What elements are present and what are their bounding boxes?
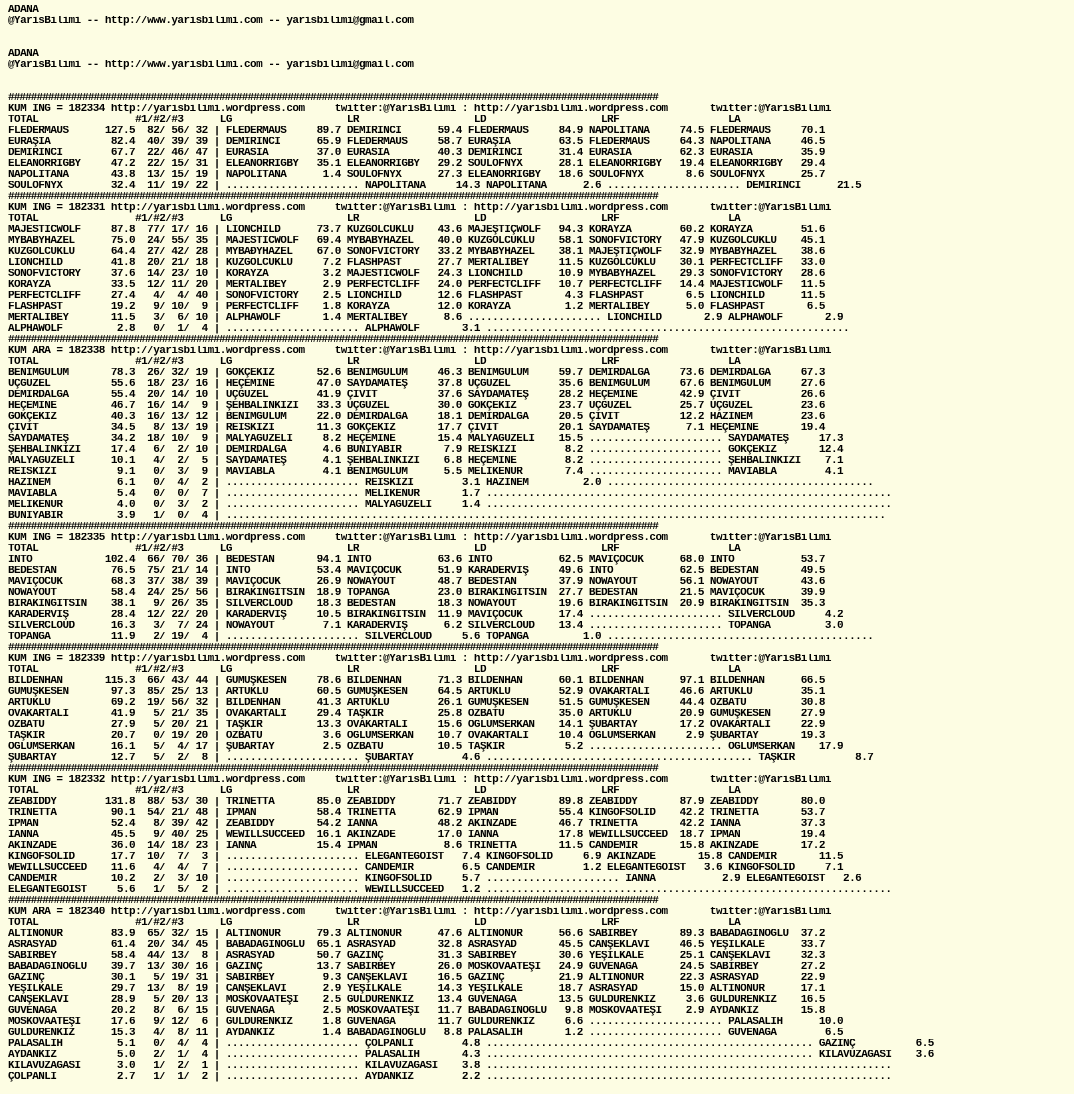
horse-row: BABADAĞINOĞLU 39.7 13/ 30/ 16 | GAZİNÇ 13.7 SABIRBEY 26.0 MOSKOVAATEŞİ 24.9 GÜVENAGA 24.5 SABIRBEY 27.2: [8, 962, 825, 973]
horse-row: MAJESTICWOLF 87.8 77/ 17/ 16 | LIONCHILD 73.7 KUZGOLCÜKLÜ 43.6 MAJEŞTİÇWOLF 94.3 KORAYZA 60.2 KORAYZA 51.6: [8, 225, 825, 236]
race-blocks: [8, 93, 1072, 1083]
horse-row: BİLDENHAN 115.3 66/ 43/ 44 | GÜMÜŞKESEN 78.6 BİLDENHAN 71.3 BİLDENHAN 60.1 BİLDENHAN 97.1 BİLDENHAN 66.5: [8, 676, 825, 687]
horse-row: MERTALIBEY 11.5 3/ 6/ 10 | ALPHAWOLF 1.4 MERTALIBEY 8.6 ...................... LIONCHILD 2.9 ALPHAWOLF 2.9: [8, 313, 844, 324]
horse-row: TOPANGA 11.9 2/ 19/ 4 | ...................... SILVERCLOUD 5.6 TOPANGA 1.0 ............................................: [8, 632, 874, 643]
report-header: [8, 5, 1072, 27]
separator: ##################################################################################################################: [8, 192, 658, 203]
horse-row: TRİNETTA 90.1 54/ 21/ 48 | IPMAN 58.4 TRİNETTA 62.9 IPMAN 55.4 KINGOFSOLID 42.2 TRİNETTA 53.7: [8, 808, 825, 819]
column-headers: TOTAL #1/#2/#3 LG LR LD LRF LA: [8, 357, 741, 368]
horse-row: NOWAYOUT 58.4 24/ 25/ 56 | BIRAKİNGİTSİN 18.9 TOPANGA 23.0 BIRAKİNGİTSİN 27.7 BEDESTAN 21.5 MAVİÇOCUK 39.9: [8, 588, 825, 599]
horse-row: IPMAN 52.4 8/ 39/ 42 | ZEABIDDY 54.2 IANNA 48.2 AKINZADE 46.7 TRİNETTA 42.2 IANNA 37.3: [8, 819, 825, 830]
horse-row: ZEABIDDY 131.8 88/ 53/ 30 | TRİNETTA 85.0 ZEABIDDY 71.7 ZEABIDDY 89.8 ZEABIDDY 87.9 ZEABIDDY 80.0: [8, 797, 825, 808]
horse-row: SAYDAMATEŞ 34.2 18/ 10/ 9 | MALYAGÜZELİ 8.2 HEÇEMİNE 15.4 MALYAGÜZELİ 15.5 ...................... SAYDAMATEŞ 17.3: [8, 434, 844, 445]
horse-row: KILAVUZAĞASI 3.0 1/ 2/ 1 | ...................... KILAVUZAĞASI 3.8 ...................................................................: [8, 1061, 892, 1072]
city-title-repeat: ADANA: [8, 49, 39, 60]
horse-row: BIRAKINGİTSİN 38.1 9/ 26/ 35 | SILVERCLOUD 18.3 BEDESTAN 18.3 NOWAYOUT 19.6 BIRAKİNGİTSİN 20.9 BIRAKİNGİTSİN 35.3: [8, 599, 825, 610]
separator: ##################################################################################################################: [8, 764, 658, 775]
horse-row: REİSKİZİ 9.1 0/ 3/ 9 | MAVİABLA 4.1 BENİMGÜLÜM 5.5 MELİKENUR 7.4 ...................... MAVİABLA 4.1: [8, 467, 844, 478]
column-headers: TOTAL #1/#2/#3 LG LR LD LRF LA: [8, 918, 741, 929]
race-block-2: [8, 192, 1072, 335]
horse-row: WEWILLSUCCEED 11.6 4/ 4/ 7 | ...................... CANDEMİR 6.5 CANDEMİR 1.2 ELEGANTEGOIST 3.6 KINGOFSOLID 7.1: [8, 863, 844, 874]
horse-row: BENİMGÜLÜM 78.3 26/ 32/ 19 | GÖKÇEKIZ 52.6 BENİMGÜLÜM 46.3 BENİMGÜLÜM 59.7 DEMİRDALGA 73.6 DEMİRDALGA 67.3: [8, 368, 825, 379]
race-heading: KUM ING = 182334 http://yarisbilimi.wordpress.com twitter:@YarisBilimi : http://yarisbilimi.wordpress.com twitter:@YarisBilimi: [8, 104, 831, 115]
horse-row: BUNİYABİR 3.9 1/ 0/ 4 | .............................................................................................................: [8, 511, 886, 522]
city-title: ADANA: [8, 5, 39, 16]
horse-row: ÇOLPANLI 2.7 1/ 1/ 2 | ...................... AYDANKIZ 2.2 ...................................................................: [8, 1072, 892, 1083]
horse-row: HEÇEMİNE 46.7 16/ 14/ 9 | ŞEHBALİNKİZI 33.3 ÜÇGÜZEL 30.0 GÖKÇEKIZ 23.7 ÜÇGÜZEL 25.7 ÜÇGÜZEL 23.6: [8, 401, 825, 412]
race-block-6: [8, 764, 1072, 896]
race-heading: KUM ING = 182335 http://yarisbilimi.wordpress.com twitter:@YarisBilimi : http://yarisbilimi.wordpress.com twitter:@YarisBilimi: [8, 533, 831, 544]
horse-row: MAVİÇOCUK 68.3 37/ 38/ 39 | MAVİÇOCUK 26.9 NOWAYOUT 48.7 BEDESTAN 37.9 NOWAYOUT 56.1 NOWAYOUT 43.6: [8, 577, 825, 588]
horse-row: MALYAGÜZELİ 10.1 4/ 2/ 5 | SAYDAMATEŞ 4.1 ŞEHBALİNKİZİ 6.8 HEÇEMİNE 8.2 ...................... ŞEHBALİNKİZİ 7.1: [8, 456, 844, 467]
separator: ##################################################################################################################: [8, 643, 658, 654]
horse-row: AKINZADE 36.0 14/ 18/ 23 | IANNA 15.4 IPMAN 8.6 TRİNETTA 11.5 CANDEMİR 15.8 AKINZADE 17.2: [8, 841, 825, 852]
race-table-7: [8, 907, 1072, 1083]
race-report-document: [8, 5, 1072, 1083]
column-headers: TOTAL #1/#2/#3 LG LR LD LRF LA: [8, 665, 741, 676]
horse-row: EURAŞIA 82.4 40/ 39/ 39 | DEMİRİNCİ 65.9 FLEDERMAUS 58.7 EURAŞIA 63.5 FLEDERMAUS 64.3 NAPOLITANA 46.5: [8, 137, 825, 148]
report-header-repeat: [8, 49, 1072, 71]
horse-row: ELEGANTEGOIST 5.6 1/ 5/ 2 | ...................... WEWILLSUCCEED 1.2 ...................................................................: [8, 885, 892, 896]
race-table-1: [8, 104, 1072, 192]
separator: ##################################################################################################################: [8, 335, 658, 346]
race-table-5: [8, 654, 1072, 764]
horse-row: ELEANORRIGBY 47.2 22/ 15/ 31 | ELEANORRIGBY 35.1 ELEANORRIGBY 29.2 SOULOFNYX 28.1 ELEANORRIGBY 19.4 ELEANORRIGBY 29.4: [8, 159, 825, 170]
horse-row: NAPOLITANA 43.8 13/ 15/ 19 | NAPOLITANA 1.4 SOULOFNYX 27.3 ELEANORRIGBY 18.6 SOULOFNYX 8.6 SOULOFNYX 25.7: [8, 170, 825, 181]
separator: ##################################################################################################################: [8, 522, 658, 533]
race-block-1: [8, 93, 1072, 192]
race-block-5: [8, 643, 1072, 764]
race-table-4: [8, 533, 1072, 643]
horse-row: LIONCHILD 41.8 20/ 21/ 18 | KUZGOLCUKLU 7.2 FLASHPAST 27.7 MERTALİBEY 11.5 KUZGOLCUKLU 30.1 PERFECTCLIFF 33.0: [8, 258, 825, 269]
horse-row: ASRASYAD 61.4 20/ 34/ 45 | BABADAĞINOĞLU 65.1 ASRASYAD 32.8 ASRASYAD 45.5 CANŞEKLAVİ 46.5 YEŞİLKALE 33.7: [8, 940, 825, 951]
horse-row: ŞUBARTAY 12.7 5/ 2/ 8 | ...................... ŞUBARTAY 4.6 ............................................ TAŞKIR 8.7: [8, 753, 874, 764]
separator: ##################################################################################################################: [8, 896, 658, 907]
horse-row: YEŞİLKALE 29.7 13/ 8/ 19 | CANŞEKLAVİ 2.9 YEŞİLKALE 14.3 YEŞİLKALE 18.7 ASRASYAD 15.0 ALTINONUR 17.1: [8, 984, 825, 995]
horse-row: PALASALİH 5.1 0/ 4/ 4 | ...................... ÇOLPANLI 4.8 ...................................................... GAZİNÇ 6.5: [8, 1039, 934, 1050]
horse-row: KARADERVİŞ 28.4 12/ 22/ 20 | KARADERVİŞ 10.5 BIRAKİNGİTSİN 11.9 MAVİÇOCUK 17.4 ...................... SILVERCLOUD 4.2: [8, 610, 844, 621]
horse-row: MELİKENUR 4.0 0/ 3/ 2 | ...................... MALYAGÜZELİ 1.4 ...................................................................: [8, 500, 892, 511]
horse-row: OĞLUMSERKAN 16.1 5/ 4/ 17 | ŞUBARTAY 2.5 OZBATU 10.5 TAŞKIR 5.2 ...................... OĞLUMSERKAN 17.9: [8, 742, 844, 753]
horse-row: TAŞKIR 20.7 0/ 19/ 20 | OZBATU 3.6 OĞLUMSERKAN 10.7 OVAKARTALI 10.4 OĞLUMSERKAN 2.9 ŞUBARTAY 19.3: [8, 731, 825, 742]
horse-row: CANŞEKLAVİ 28.9 5/ 20/ 13 | MOSKOVAATEŞİ 2.5 GÜLDURENKIZ 13.4 GÜVENAGA 13.5 GÜLDURENKIZ 3.6 GÜLDURENKIZ 16.5: [8, 995, 825, 1006]
horse-row: KUZGOLCUKLU 64.4 27/ 42/ 28 | MYBAĐYHAZEL 67.0 SONOFVICTORY 33.2 MYBABYHAZEL 38.1 MAJEŞTİÇWOLF 32.9 MYBABYHAZEL 38.6: [8, 247, 825, 258]
race-table-2: [8, 203, 1072, 335]
horse-row: MYBABYHAZEL 75.0 24/ 55/ 35 | MAJESTICWOLF 69.4 MYBABYHAZEL 40.0 KUZGOLCUKLU 58.1 SONOFVICTORY 47.9 KUZGOLCÜKLÜ 45.1: [8, 236, 825, 247]
horse-row: DEMİRİNCİ 67.7 22/ 46/ 47 | EURASIA 37.0 EURASIA 40.3 DEMİRİNCİ 31.4 EURASIA 62.3 EURASIA 35.9: [8, 148, 825, 159]
race-block-7: [8, 896, 1072, 1083]
horse-row: FLASHPAST 19.2 9/ 10/ 9 | PERFECTCLIFF 1.8 KORAYZA 12.0 KORAYZA 1.2 MERTALIBEY 5.0 FLASHPAST 6.5: [8, 302, 825, 313]
horse-row: ALTINONUR 83.9 65/ 32/ 15 | ALTINONUR 79.3 ALTINONUR 47.6 ALTINONUR 56.6 SABIRBEY 89.3 BABADAĞINOĞLU 37.2: [8, 929, 825, 940]
horse-row: INTO 102.4 66/ 70/ 36 | BEDESTAN 94.1 INTO 63.6 INTO 62.5 MAVİÇOCUK 68.0 INTO 53.7: [8, 555, 825, 566]
horse-row: PERFECTCLIFF 27.4 4/ 4/ 40 | SONOFVICTORY 2.5 LIONCHILD 12.6 FLASHPAST 4.3 FLASHPAST 6.5 LIONCHILD 11.5: [8, 291, 825, 302]
horse-row: GAZİNÇ 30.1 5/ 19/ 31 | SABIRBEY 9.3 CANŞEKLAVİ 16.5 GAZİNÇ 21.9 ALTINONUR 22.3 ASRASYAD 22.9: [8, 973, 825, 984]
horse-row: GÜLDURENKIZ 15.3 4/ 8/ 11 | AYDANKIZ 1.4 BABADAĞINOĞLU 8.8 PALASALİH 1.2 ...................... GÜVENAGA 6.5: [8, 1028, 844, 1039]
race-table-6: [8, 775, 1072, 896]
horse-row: DEMİRDALGA 55.4 20/ 14/ 10 | ÜÇGÜZEL 41.9 ÇİVİT 37.6 SAYDAMATEŞ 28.2 HEÇEMİNE 42.9 ÇİVİT 26.6: [8, 390, 825, 401]
column-headers: TOTAL #1/#2/#3 LG LR LD LRF LA: [8, 786, 741, 797]
race-table-3: [8, 346, 1072, 522]
horse-row: FLEDERMAUS 127.5 82/ 56/ 32 | FLEDERMAUS 89.7 DEMİRİNCİ 59.4 FLEDERMAUS 84.9 NAPOLITANA 74.5 FLEDERMAUS 70.1: [8, 126, 825, 137]
horse-row: GÜMÜŞKESEN 97.3 85/ 25/ 13 | ARTUKLU 60.5 GÜMÜŞKESEN 64.5 ARTUKLU 52.9 OVAKARTALI 46.6 ARTUKLU 35.1: [8, 687, 825, 698]
separator: ##################################################################################################################: [8, 93, 658, 104]
horse-row: MAVİABLA 5.4 0/ 0/ 7 | ...................... MELİKENUR 1.7 ...................................................................: [8, 489, 892, 500]
horse-row: ÇİVİT 34.5 8/ 13/ 19 | REİSKİZİ 11.3 GÖKÇEKIZ 17.7 ÇİVİT 20.1 SAYDAMATEŞ 7.1 HEÇEMİNE 19.4: [8, 423, 825, 434]
race-heading: KUM ARA = 182338 http://yarisbilimi.wordpress.com twitter:@YarisBilimi : http://yarisbilimi.wordpress.com twitter:@YarisBilimi: [8, 346, 831, 357]
horse-row: ŞEHBALİNKİZİ 17.4 6/ 2/ 10 | DEMİRDALGA 4.6 BUNİYABİR 7.9 REİSKİZİ 8.2 ...................... GÖKÇEKIZ 12.4: [8, 445, 844, 456]
horse-row: MOSKOVAATEŞİ 17.6 9/ 12/ 6 | GÜLDURENKIZ 1.8 GÜVENAGA 11.7 GÜLDURENKIZ 6.6 ...................... PALASALİH 10.0: [8, 1017, 844, 1028]
contact-line: @YarisBilimi -- http://www.yarisbilimi.com -- yarisbilimi@gmail.com: [8, 16, 414, 27]
contact-line-repeat: @YarisBilimi -- http://www.yarisbilimi.com -- yarisbilimi@gmail.com: [8, 60, 414, 71]
race-heading: KUM ING = 182332 http://yarisbilimi.wordpress.com twitter:@YarisBilimi : http://yarisbilimi.wordpress.com twitter:@YarisBilimi: [8, 775, 831, 786]
horse-row: ÜÇGÜZEL 55.6 18/ 23/ 16 | HEÇEMİNE 47.0 SAYDAMATEŞ 37.8 ÜÇGÜZEL 35.6 BENİMGÜLÜM 67.6 BENİMGÜLÜM 27.6: [8, 379, 825, 390]
race-heading: KUM ING = 182331 http://yarisbilimi.wordpress.com twitter:@YarisBilimi : http://yarisbilimi.wordpress.com twitter:@YarisBilimi: [8, 203, 831, 214]
horse-row: GÜVENAGA 20.2 8/ 6/ 15 | GÜVENAGA 2.5 MOSKOVAATEŞİ 11.7 BABADAĞINOĞLU 9.8 MOSKOVAATEŞİ 2.9 AYDANKIZ 15.8: [8, 1006, 825, 1017]
horse-row: OVAKARTALI 41.9 5/ 21/ 35 | OVAKARTALI 29.4 TAŞKIR 25.8 OZBATU 35.0 ARTUKLU 20.9 GÜMÜŞKESEN 27.9: [8, 709, 825, 720]
horse-row: ARTUKLU 69.2 19/ 56/ 32 | BİLDENHAN 41.3 ARTUKLU 26.1 GÜMÜŞKESEN 51.5 GÜMÜŞKESEN 44.4 OZBATU 30.8: [8, 698, 825, 709]
horse-row: HAZİNEM 6.1 0/ 4/ 2 | ...................... REİSKİZİ 3.1 HAZİNEM 2.0 ............................................: [8, 478, 874, 489]
horse-row: SONOFVICTORY 37.6 14/ 23/ 10 | KORAYZA 3.2 MAJESTICWOLF 24.3 LIONCHILD 10.9 MYBABYHAZEL 29.3 SONOFVICTORY 28.6: [8, 269, 825, 280]
race-heading: KUM ING = 182339 http://yarisbilimi.wordpress.com twitter:@YarisBilimi : http://yarisbilimi.wordpress.com twitter:@YarisBilimi: [8, 654, 831, 665]
column-headers: TOTAL #1/#2/#3 LG LR LD LRF LA: [8, 115, 741, 126]
race-heading: KUM ARA = 182340 http://yarisbilimi.wordpress.com twitter:@YarisBilimi : http://yarisbilimi.wordpress.com twitter:@YarisBilimi: [8, 907, 831, 918]
horse-row: KORAYZA 33.5 12/ 11/ 20 | MERTALIBEY 2.9 PERFECTCLIFF 24.0 PERFECTCLIFF 10.7 PERFECTCLIFF 14.4 MAJESTICWOLF 11.5: [8, 280, 825, 291]
horse-row: SABIRBEY 58.4 44/ 13/ 8 | ASRASYAD 50.7 GAZİNÇ 31.3 SABIRBEY 30.6 YEŞİLKALE 25.1 CANŞEKLAVİ 32.3: [8, 951, 825, 962]
race-block-4: [8, 522, 1072, 643]
horse-row: BEDESTAN 76.5 75/ 21/ 14 | INTO 53.4 MAVİÇOCUK 51.9 KARADERVİŞ 49.6 INTO 62.5 BEDESTAN 49.5: [8, 566, 825, 577]
horse-row: OZBATU 27.9 5/ 20/ 21 | TAŞKIR 13.3 OVAKARTALI 15.6 OĞLUMSERKAN 14.1 ŞUBARTAY 17.2 OVAKARTALI 22.9: [8, 720, 825, 731]
horse-row: SILVERCLOUD 16.3 3/ 7/ 24 | NOWAYOUT 7.1 KARADERVİŞ 6.2 SILVERCLOUD 13.4 ...................... TOPANGA 3.0: [8, 621, 844, 632]
horse-row: GÖKÇEKIZ 40.3 16/ 13/ 12 | BENİMGÜLÜM 22.0 DEMİRDALGA 18.1 DEMİRDALGA 20.5 ÇİVİT 12.2 HAZİNEM 23.6: [8, 412, 825, 423]
horse-row: IANNA 45.5 9/ 40/ 25 | WEWILLSUCCEED 16.1 AKINZADE 17.0 IANNA 17.8 WEWILLSUCCEED 18.7 IPMAN 19.4: [8, 830, 825, 841]
column-headers: TOTAL #1/#2/#3 LG LR LD LRF LA: [8, 214, 741, 225]
horse-row: KINGOFSOLID 17.7 10/ 7/ 3 | ...................... ELEGANTEGOIST 7.4 KINGOFSOLID 6.9 AKINZADE 15.8 CANDEMİR 11.5: [8, 852, 844, 863]
horse-row: CANDEMİR 10.2 2/ 3/ 10 | ...................... KINGOFSOLID 5.7 ...................... IANNA 2.9 ELEGANTEGOIST 2.6: [8, 874, 862, 885]
horse-row: AYDANKIZ 5.0 2/ 1/ 4 | ...................... PALASALİH 4.3 ...................................................... KILAVUZAĞASI 3.6: [8, 1050, 934, 1061]
race-block-3: [8, 335, 1072, 522]
horse-row: ALPHAWOLF 2.8 0/ 1/ 4 | ...................... ALPHAWOLF 3.1 ............................................................: [8, 324, 850, 335]
column-headers: TOTAL #1/#2/#3 LG LR LD LRF LA: [8, 544, 741, 555]
horse-row: SOULOFNYX 32.4 11/ 19/ 22 | ...................... NAPOLITANA 14.3 NAPOLITANA 2.6 ...................... DEMİRİNCİ 21.5: [8, 181, 862, 192]
